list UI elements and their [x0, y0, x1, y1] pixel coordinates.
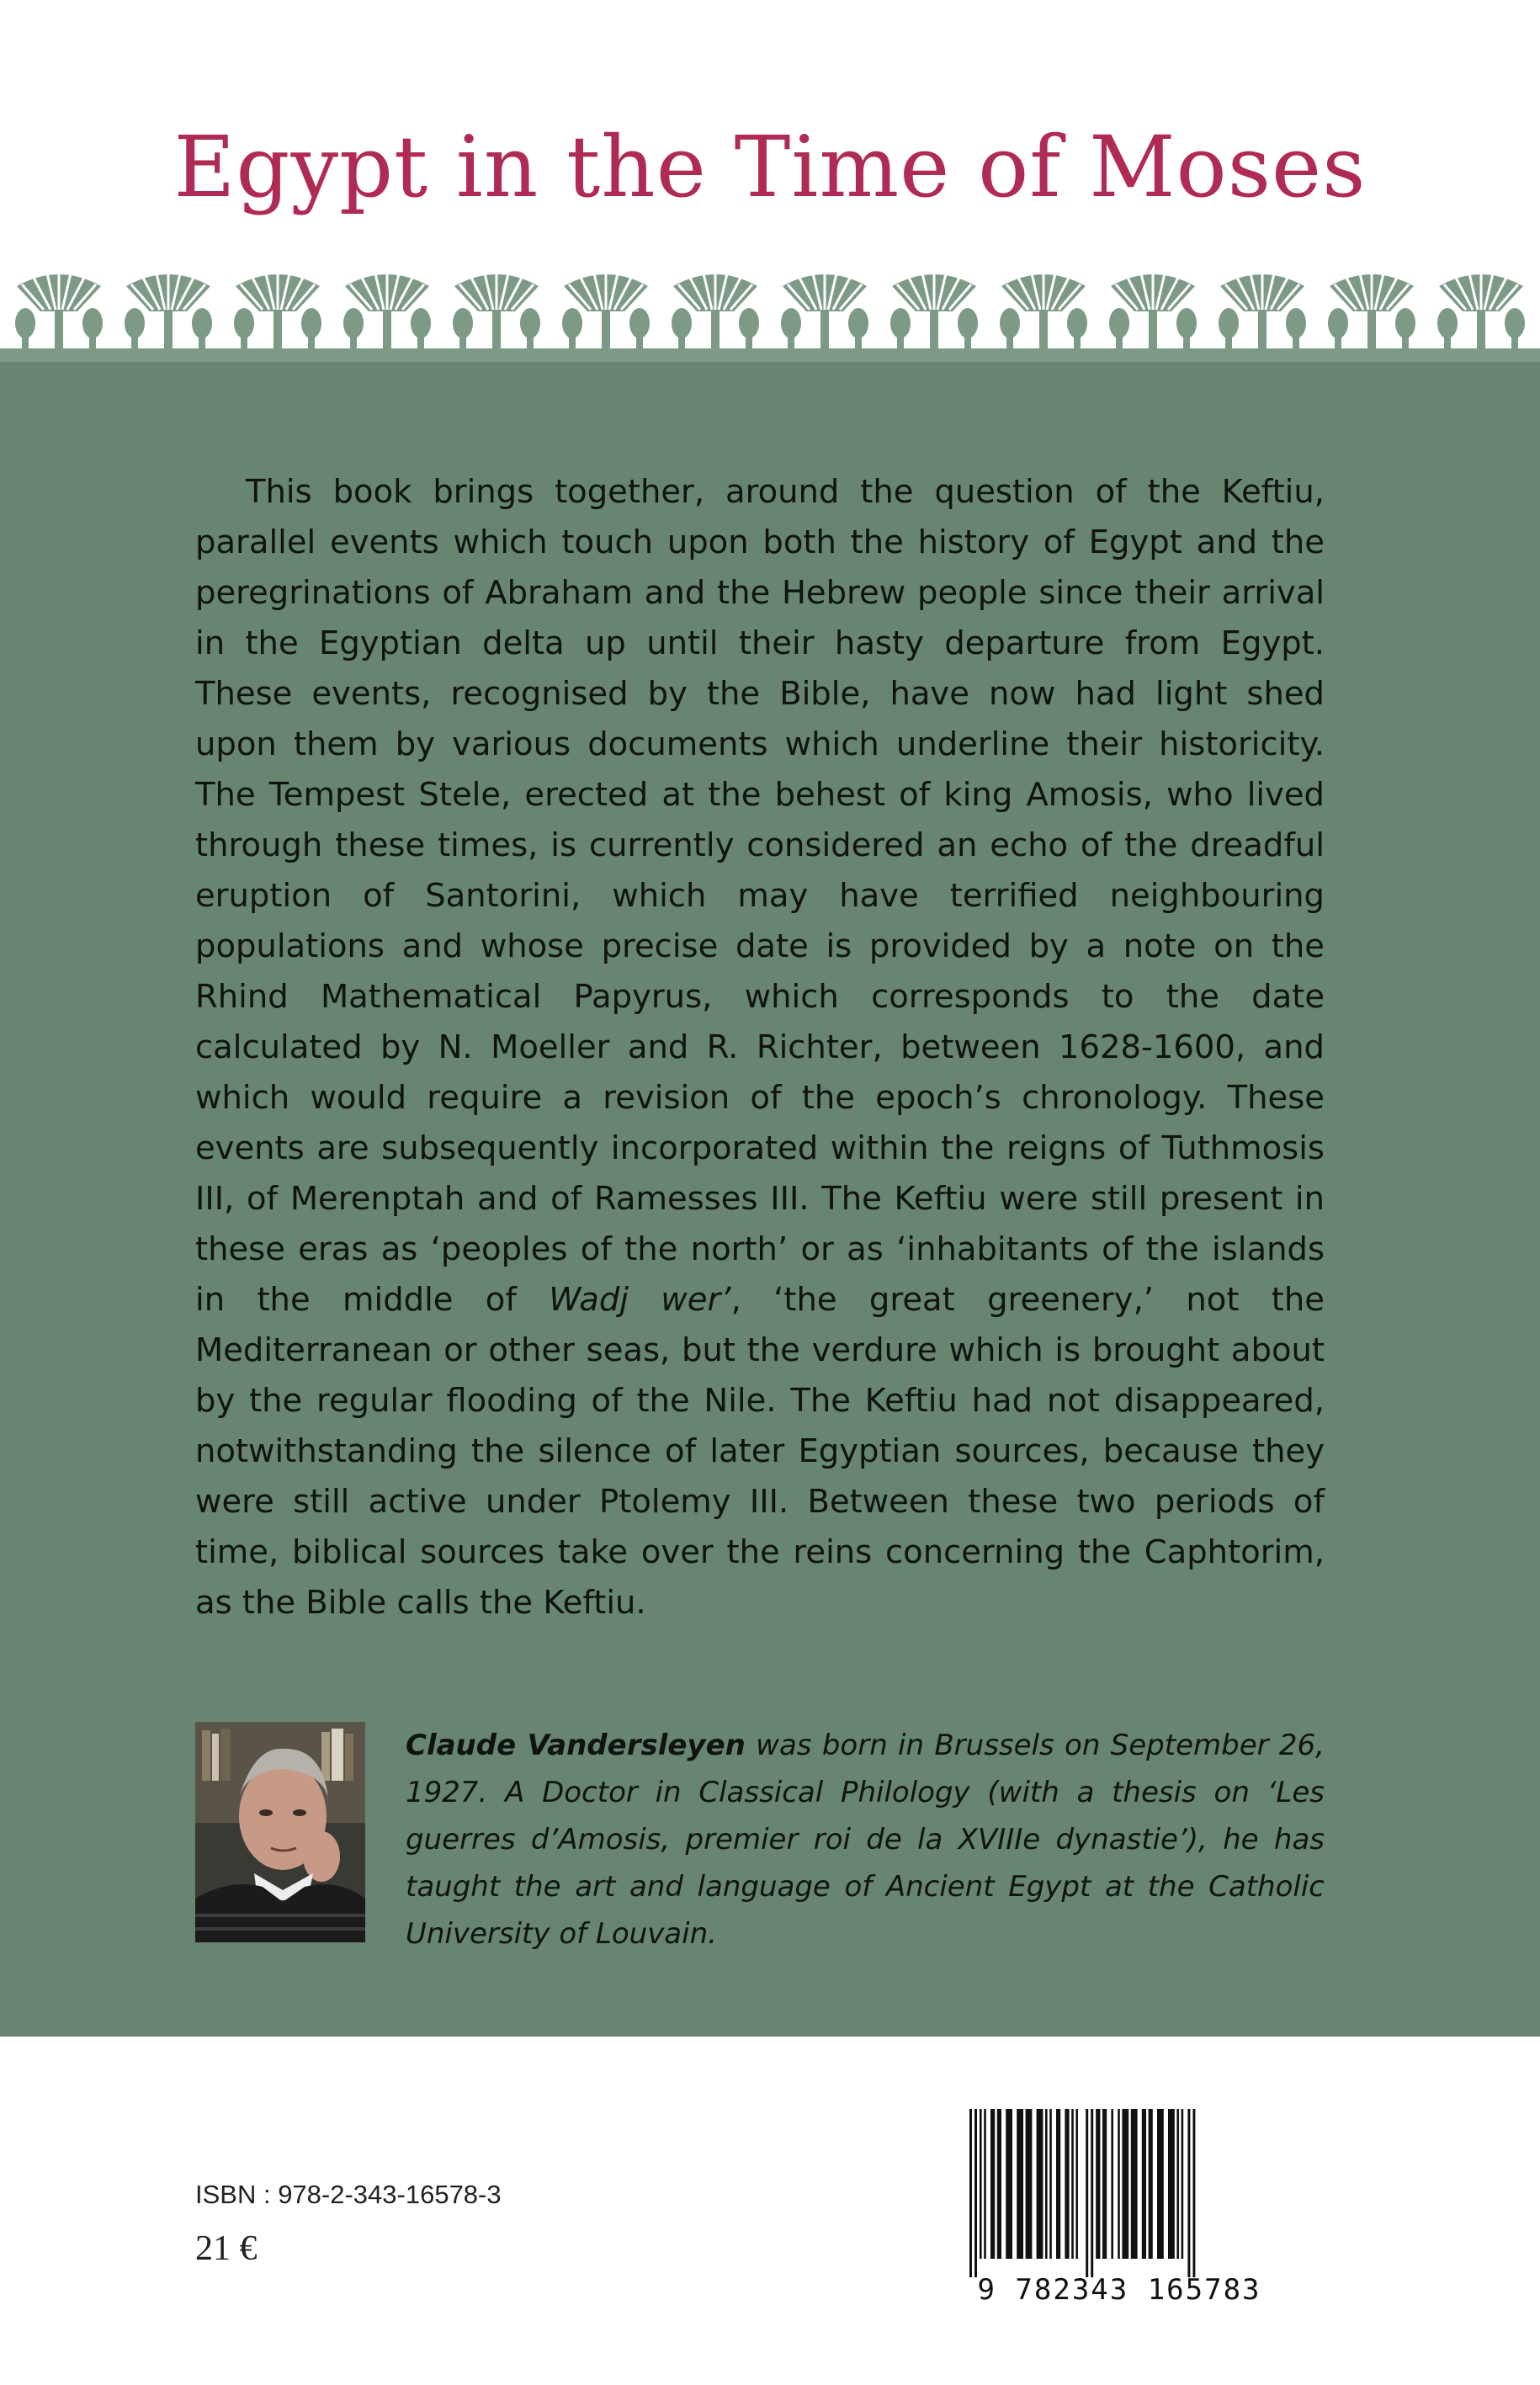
barcode-bar: [1026, 2109, 1033, 2259]
barcode-bar: [984, 2109, 986, 2259]
barcode-digits: 9 782343 165783: [977, 2273, 1261, 2306]
author-photo: [195, 1722, 365, 1942]
barcode-guard-bar: [969, 2109, 972, 2277]
title-area: [0, 0, 1540, 278]
barcode-bar: [1142, 2109, 1146, 2259]
author-name: Claude Vandersleyen: [406, 1729, 746, 1762]
barcode-bar: [1006, 2109, 1012, 2259]
barcode: [951, 2104, 1288, 2306]
barcode-bar: [1111, 2109, 1113, 2259]
barcode-guard-bar: [1192, 2109, 1195, 2277]
book-description: [195, 467, 1325, 1628]
barcode-bar: [1157, 2109, 1164, 2259]
barcode-guard-bar: [1091, 2109, 1093, 2277]
barcode-bar: [1118, 2109, 1120, 2259]
barcode-bar: [1131, 2109, 1138, 2259]
author-bio: [406, 1722, 1325, 1957]
description-text-continued: , ‘the great greenery,’ not the Mediterranean or other seas, but the verdure which is brought about by the regular flooding of the Nile. The Keftiu had not disappeared, notwithstanding the silence of later Egyptian sources, because they were still active under Ptolemy III. Between these two periods of time, biblical sources take over the reins concerning the Caphtorim, as the Bible calls the Keftiu.: [195, 1281, 1325, 1622]
barcode-bar: [990, 2109, 995, 2259]
description-text: This book brings together, around the question of the Keftiu, parallel events which touch upon both the history of Egypt and the peregrinations of Abraham and the Hebrew people since their arrival in the Egyptian delta up until their hasty departure from Egypt. These events, recognised by the Bible, have now had light shed upon them by various documents which underline their historicity. The Tempest Stele, erected at the behest of king Amosis, who lived through these times, is currently considered an echo of the dreadful eruption of Santorini, which may have terrified neighbouring populations and whose precise date is provided by a note on the Rhind Mathematical Papyrus, which corresponds to the date calculated by N. Moeller and R. Richter, between 1628-1600, and which would require a revision of the epoch’s chronology. These events are subsequently incorporated within the reigns of Tuthmosis III, of Merenptah and of Ramesses III. The Keftiu were still present in these eras as ‘peoples of the north’ or as ‘inhabitants of the islands in the middle of: [195, 473, 1325, 1319]
barcode-bar: [1075, 2109, 1078, 2259]
barcode-bar: [980, 2109, 982, 2259]
author-bio-text: was born in Brussels on September 26, 1927. A Doctor in Classical Philology (with a thesis on ‘Les guerres d’Amosis, premier roi de la XVIIIe dynastie’), he has taught the art and language of Ancient Egypt at the Catholic University of Louvain.: [406, 1729, 1325, 1951]
description-italic-term: Wadj wer’: [549, 1281, 731, 1319]
barcode-bar: [1168, 2109, 1175, 2259]
barcode-bar: [1071, 2109, 1074, 2259]
barcode-bar: [1049, 2109, 1052, 2259]
isbn: ISBN : 978-2-343-16578-3: [195, 2180, 502, 2209]
price: 21 €: [195, 2229, 258, 2268]
barcode-guard-bar: [1187, 2109, 1190, 2277]
book-title: Egypt in the Time of Moses: [173, 118, 1367, 216]
barcode-bar: [1149, 2109, 1153, 2259]
barcode-bar: [1182, 2109, 1184, 2259]
barcode-bar: [1037, 2109, 1043, 2259]
papyrus-frieze: [0, 271, 1540, 362]
barcode-bar: [997, 2109, 1001, 2259]
barcode-bar: [1017, 2109, 1023, 2259]
barcode-bar: [1176, 2109, 1179, 2259]
barcode-bar: [1096, 2109, 1100, 2259]
barcode-bar: [1065, 2109, 1069, 2259]
barcode-bar: [1056, 2109, 1060, 2259]
barcode-bar: [1102, 2109, 1107, 2259]
barcode-guard-bar: [1086, 2109, 1088, 2277]
barcode-bar: [1122, 2109, 1128, 2259]
barcode-guard-bar: [974, 2109, 977, 2277]
barcode-bar: [1045, 2109, 1048, 2259]
